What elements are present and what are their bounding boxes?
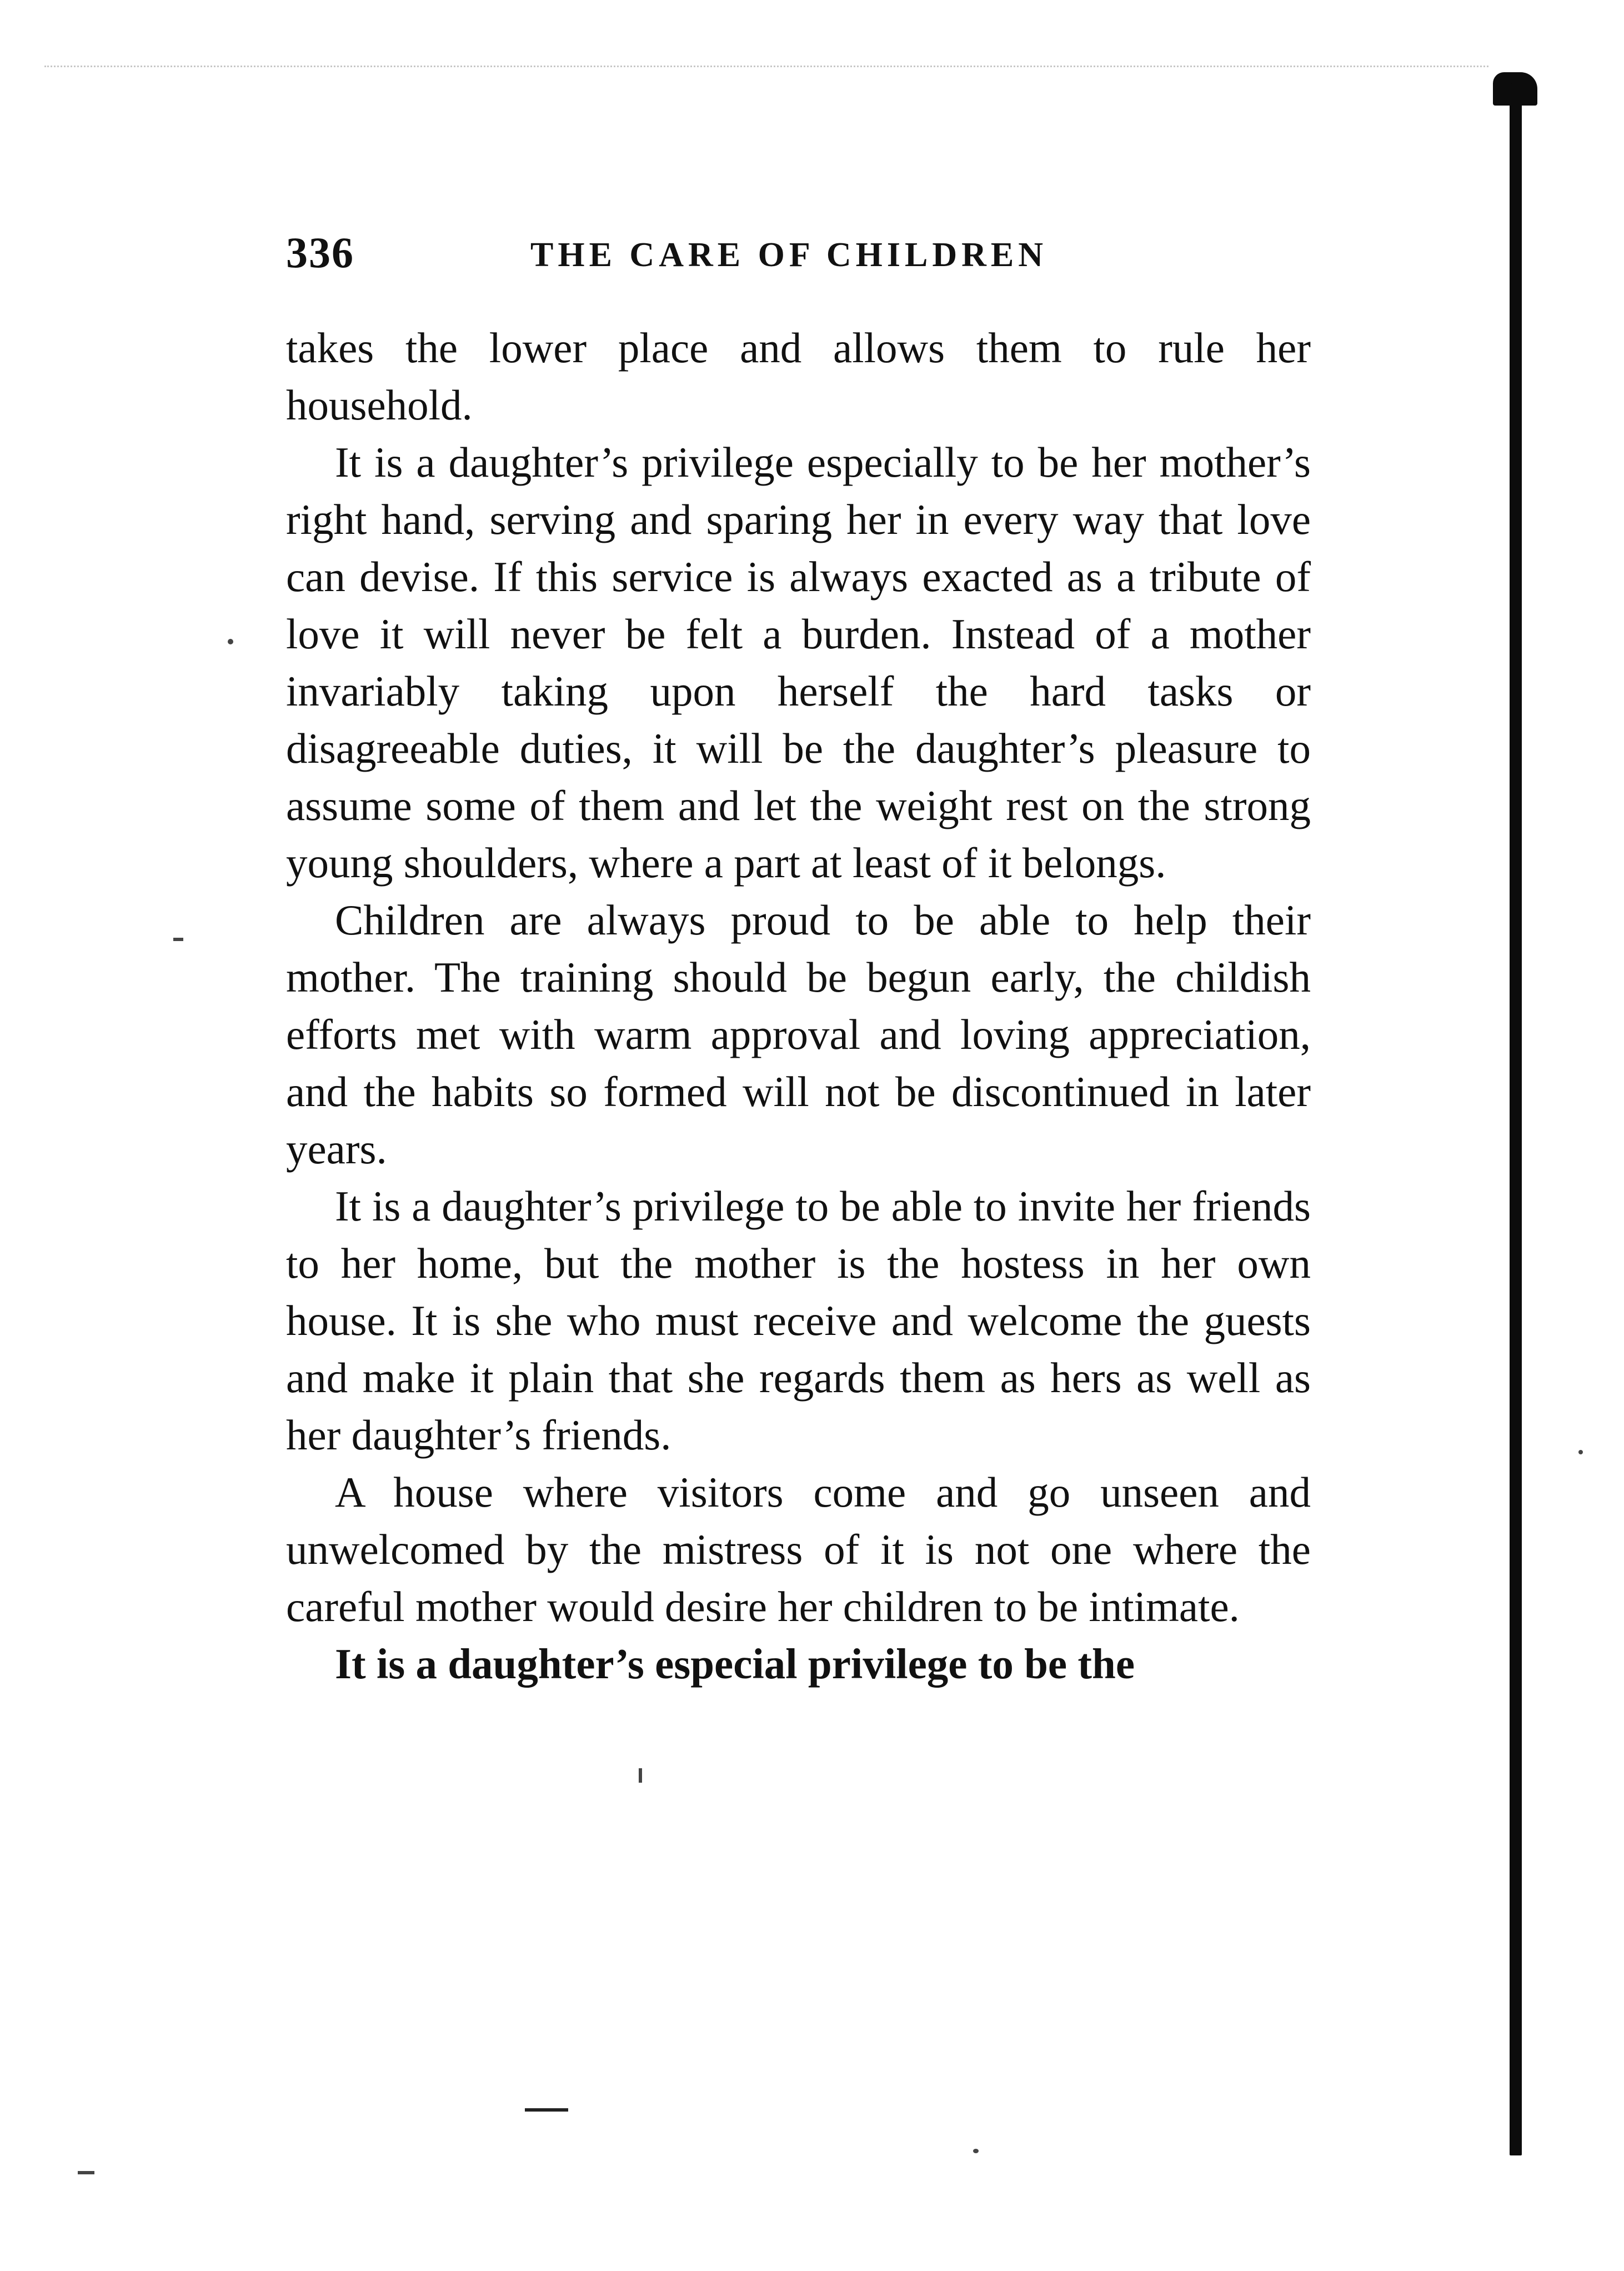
- paragraph: takes the lower place and allows them to rule her household.: [286, 324, 1311, 429]
- page-number: 336: [286, 228, 354, 277]
- paragraph: It is a daughter’s especial privilege to be the: [335, 1640, 1135, 1688]
- scan-mark: [1578, 1450, 1583, 1454]
- paragraph: It is a daughter’s privilege especially to be her mother’s right hand, serving and sparing her in every way that love can devise. If this service is always exacted as a tribute of love it will never be felt a burden. Instead of a mother invariably taking upon herself the hard tasks or disagreeable duties, it will be the daughter’s pleasure to assume some of them and let the weight rest on the strong young shoulders, where a part at least of it belongs.: [286, 438, 1311, 887]
- paragraph: Children are always proud to be able to help their mother. The training should be begun early, the childish efforts met with warm approval and loving appreciation, and the habits so formed will not be discontinued in later years.: [286, 896, 1311, 1173]
- running-head: THE CARE OF CHILDREN: [530, 236, 1048, 274]
- binding-edge-shadow: [1510, 83, 1522, 2155]
- scan-mark: [228, 639, 233, 644]
- body-text: [286, 319, 1311, 1693]
- page-header: [286, 228, 1341, 289]
- paragraph: It is a daughter’s privilege to be able to invite her friends to her home, but the mother is the hostess in her own house. It is she who must receive and welcome the guests and make it plain that she regards them as hers as well as her daughter’s friends.: [286, 1182, 1311, 1459]
- scan-mark: [973, 2149, 979, 2153]
- scan-noise-top: [44, 66, 1488, 72]
- paragraph: A house where visitors come and go unseen and unwelcomed by the mistress of it is not one where the careful mother would desire her children to be intimate.: [286, 1468, 1311, 1630]
- scan-mark: [525, 2108, 568, 2112]
- scan-mark: [78, 2171, 94, 2174]
- scan-mark: [173, 938, 183, 941]
- scan-mark: [639, 1768, 642, 1783]
